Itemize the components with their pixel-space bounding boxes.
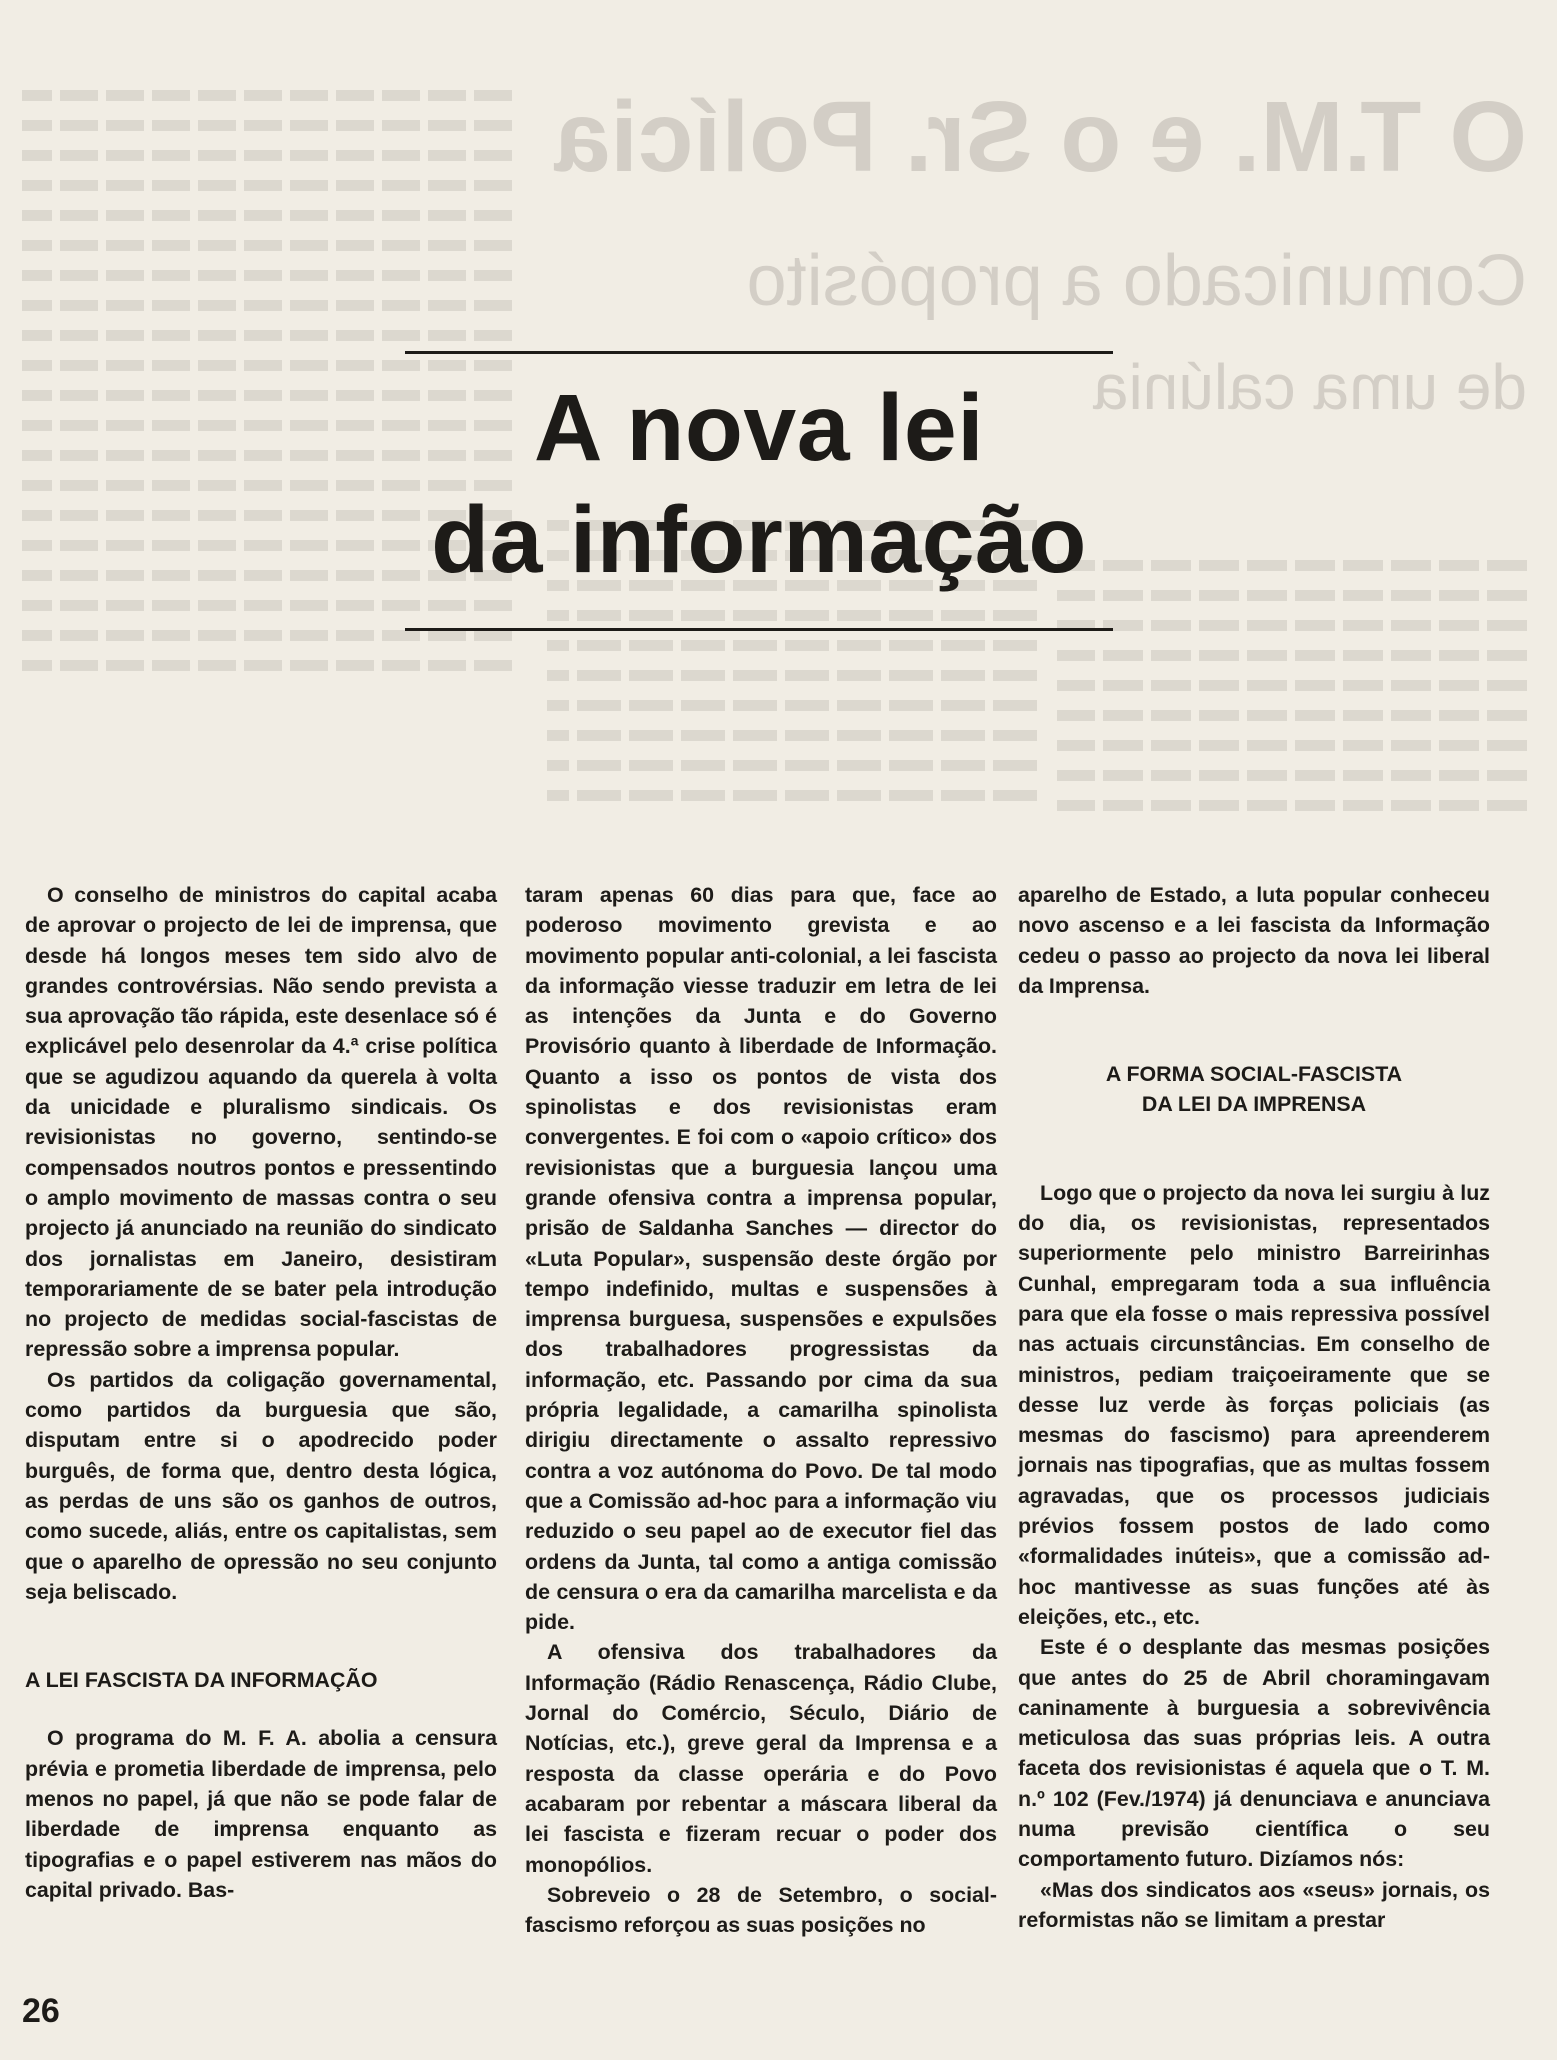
section-heading [1018, 1059, 1490, 1120]
ghost-subheadline-2: de uma calúnia [1092, 351, 1527, 423]
text-column-2 [525, 880, 997, 1940]
paragraph: Logo que o projecto da nova lei surgiu à luz do dia, os revisionistas, representados superiormente pelo ministro Barreirinhas Cunhal, empregaram toda a sua influência para que ela fosse o mais repressiva possível nas actuais circunstâncias. Em conselho de ministros, pediam traiçoeiramente que se desse luz verde às forças policiais (as mesmas do fascismo) para apreenderem jornais nas tipografias, que as multas fossem agravadas, que os processos judiciais prévios fossem postos de lado como «formalidades inúteis», que a comissão ad-hoc mantivesse as suas funções até às eleições, etc., etc. [1018, 1180, 1490, 1629]
title-rule-bottom [405, 628, 1113, 631]
text-column-1 [25, 880, 497, 1905]
section-heading-line-1: A FORMA SOCIAL-FASCISTA [1105, 1062, 1403, 1087]
page-number: 26 [22, 1992, 60, 2030]
paragraph: Este é o desplante das mesmas posições que antes do 25 de Abril choramingavam caninamente à burguesia a sobrevivência meticulosa das suas próprias leis. A outra faceta dos revisionistas é aquela que o T. M. n.º 102 (Fev./1974) já denunciava e anunciava numa previsão científica o seu comportamento futuro. Dizíamos nós: [1018, 1635, 1490, 1872]
paragraph: Os partidos da coligação governamental, como partidos da burguesia que são, disputam entre si o apodrecido poder burguês, de forma que, dentro desta lógica, as perdas de uns são os ganhos de outros, como sucede, aliás, entre os capitalistas, sem que o aparelho de opressão no seu conjunto seja beliscado. [25, 1367, 497, 1604]
article-title-line-1: A nova lei [533, 375, 985, 481]
section-heading: A LEI FASCISTA DA INFORMAÇÃO [25, 1668, 378, 1693]
article-title [405, 372, 1113, 596]
paragraph: «Mas dos sindicatos aos «seus» jornais, os reformistas não se limitam a prestar [1018, 1877, 1490, 1932]
paragraph: A ofensiva dos trabalhadores da Informação (Rádio Renascença, Rádio Clube, Jornal do Comércio, Século, Diário de Notícias, etc.), greve geral da Imprensa e a resposta da classe operária e do Povo acabaram por rebentar a máscara liberal da lei fascista e fizeram recuar o poder dos monopólios. [525, 1640, 997, 1877]
paragraph: O programa do M. F. A. abolia a censura prévia e prometia liberdade de imprensa, pelo menos no papel, já que não se pode falar de liberdade de imprensa enquanto as tipografias e o papel estiverem nas mãos do capital privado. Bas- [25, 1726, 497, 1902]
paragraph: aparelho de Estado, a luta popular conheceu novo ascenso e a lei fascista da Informação cedeu o passo ao projecto da nova lei liberal da Imprensa. [1018, 883, 1490, 998]
paragraph: Sobreveio o 28 de Setembro, o social-fascismo reforçou as suas posições no [525, 1882, 997, 1938]
section-heading-line-2: DA LEI DA IMPRENSA [1141, 1092, 1367, 1117]
ghost-text-block-3 [1057, 560, 1527, 830]
paragraph: O conselho de ministros do capital acaba de aprovar o projecto de lei de imprensa, que desde há longos meses tem sido alvo de grandes controvérsias. Não sendo prevista a sua aprovação tão rápida, este desenlace só é explicável pelo desenrolar da 4.ª crise política que se agudizou aquando da querela à volta da unicidade e pluralismo sindicais. Os revisionistas no governo, sentindo-se compensados noutros pontos e pressentindo o amplo movimento de massas contra o seu projecto já anunciado na reunião do sindicato dos jornalistas em Janeiro, desistiram temporariamente de se bater pela introdução no projecto de medidas social-fascistas de repressão sobre a imprensa popular. [25, 883, 497, 1362]
paragraph: taram apenas 60 dias para que, face ao poderoso movimento grevista e ao movimento popular anti-colonial, a lei fascista da informação viesse traduzir em letra de lei as intenções da Junta e do Governo Provisório quanto à liberdade de Informação. Quanto a isso os pontos de vista dos spinolistas e dos revisionistas eram convergentes. E foi com o «apoio crítico» dos revisionistas que a burguesia lançou uma grande ofensiva contra a imprensa popular, prisão de Saldanha Sanches — director do «Luta Popular», suspensão deste órgão por tempo indefinido, multas e suspensões à imprensa burguesa, suspensões e expulsões dos trabalhadores progressistas da informação, etc. Passando por cima da sua própria legalidade, a camarilha spinolista dirigiu directamente o assalto repressivo contra a voz autónoma do Povo. De tal modo que a Comissão ad-hoc para a informação viu reduzido o seu papel ao de executor fiel das ordens da Junta, tal como a antiga comissão de censura o era da camarilha marcelista e da pide. [525, 883, 997, 1635]
ghost-headline: O T.M. e o Sr. Polícia [554, 81, 1527, 193]
title-rule-top [405, 351, 1113, 354]
ghost-subheadline: Comunicado a propósito [746, 241, 1527, 321]
article-title-line-2: da informação [431, 487, 1087, 594]
text-column-3 [1018, 880, 1490, 1935]
